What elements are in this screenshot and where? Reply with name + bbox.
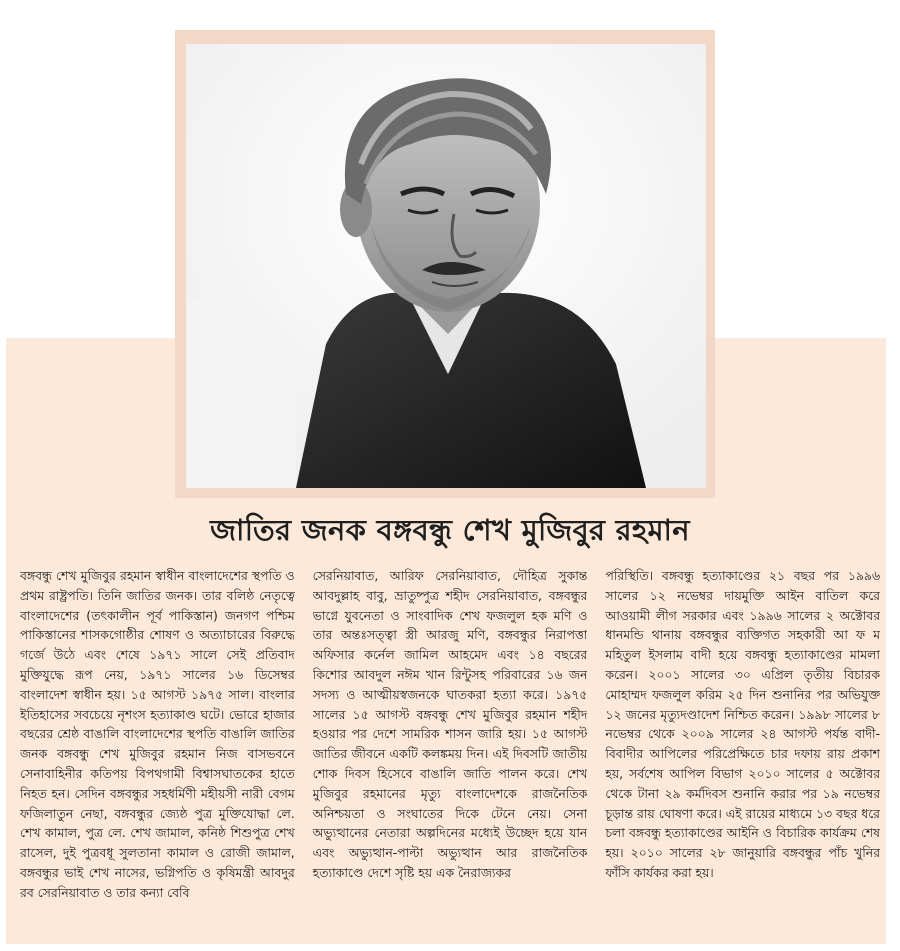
portrait-image bbox=[186, 44, 706, 488]
article-column-2: সেরনিয়াবাত, আরিফ সেরনিয়াবাত, দৌহিত্র সুকান্ত আবদুল্লাহ বাবু, ভ্রাতুষ্পুত্র শহীদ সেরনিয়াবাত, বঙ্গবন্ধুর ভাগ্নে যুবনেতা ও সাংবাদিক শেখ ফজলুল হক মণি ও তার অন্তঃসত্ত্বা স্ত্রী আরজু মণি, বঙ্গবন্ধুর নিরাপত্তা অফিসার কর্নেল জামিল আহমেদ এবং ১৪ বছরের কিশোর আবদুল নঈম খান রিন্টুসহ পরিবারের ১৬ জন সদস্য ও আত্মীয়স্বজনকে ঘাতকরা হত্যা করে। ১৯৭৫ সালের ১৫ আগস্ট বঙ্গবন্ধু শেখ মুজিবুর রহমান শহীদ হওয়ার পর দেশে সামরিক শাসন জারি হয়। ১৫ আগস্ট জাতির জীবনে একটি কলঙ্কময় দিন। এই দিবসটি জাতীয় শোক দিবস হিসেবে বাঙালি জাতি পালন করে। শেখ মুজিবুর রহমানের মৃত্যু বাংলাদেশকে রাজনৈতিক অনিশ্চয়তা ও সংঘাতের দিকে টেনে নেয়। সেনা অভ্যুত্থানের নেতারা অল্পদিনের মধ্যেই উচ্ছেদ হয়ে যান এবং অভ্যুত্থান-পাল্টা অভ্যুত্থান আর রাজনৈতিক হত্যাকাণ্ডে দেশে সৃষ্টি হয় এক নৈরাজ্যকর bbox=[312, 568, 588, 880]
portrait-photo bbox=[186, 44, 706, 488]
article-column-3: পরিস্থিতি। বঙ্গবন্ধু হত্যাকাণ্ডের ২১ বছর পর ১৯৯৬ সালের ১২ নভেম্বর দায়মুক্তি আইন বাতিল করে আওয়ামী লীগ সরকার এবং ১৯৯৬ সালের ২ অক্টোবর ধানমন্ডি থানায় বঙ্গবন্ধুর ব্যক্তিগত সহকারী আ ফ ম মহিতুল ইসলাম বাদী হয়ে বঙ্গবন্ধু হত্যাকাণ্ডের মামলা করেন। ২০০১ সালের ৩০ এপ্রিল তৃতীয় বিচারক মোহাম্মদ ফজলুল করিম ২৫ দিন শুনানির পর অভিযুক্ত ১২ জনের মৃত্যুদণ্ডাদেশ নিশ্চিত করেন। ১৯৯৮ সালের ৮ নভেম্বর থেকে ২০০৯ সালের ২৪ আগস্ট পর্যন্ত বাদী-বিবাদীর আপিলের পরিপ্রেক্ষিতে চার দফায় রায় প্রকাশ হয়, সর্বশেষ আপিল বিভাগ ২০১০ সালের ৫ অক্টোবর থেকে টানা ২৯ কর্মদিবস শুনানি করার পর ১৯ নভেম্বর চূড়ান্ত রায় ঘোষণা করে। এই রায়ের মাধ্যমে ১৩ বছর ধরে চলা বঙ্গবন্ধু হত্যাকাণ্ডের আইনি ও বিচারিক কার্যক্রম শেষ হয়। ২০১০ সালের ২৮ জানুয়ারি বঙ্গবন্ধুর পাঁচ খুনির ফাঁসি কার্যকর করা হয়। bbox=[605, 568, 881, 880]
article-body bbox=[20, 566, 880, 936]
article-headline: জাতির জনক বঙ্গবন্ধু শেখ মুজিবুর রহমান bbox=[210, 513, 690, 547]
article-column-1: বঙ্গবন্ধু শেখ মুজিবুর রহমান স্বাধীন বাংলাদেশের স্থপতি ও প্রথম রাষ্ট্রপতি। তিনি জাতির জনক। তার বলিষ্ঠ নেতৃত্বে বাংলাদেশের (তৎকালীন পূর্ব পাকিস্তান) জনগণ পশ্চিম পাকিস্তানের শাসকগোষ্ঠীর শোষণ ও অত্যাচারের বিরুদ্ধে গর্জে উঠে এবং শেষে ১৯৭১ সালে সেই প্রতিবাদ মুক্তিযুদ্ধে রূপ নেয়, ১৯৭১ সালের ১৬ ডিসেম্বর বাংলাদেশ স্বাধীন হয়। ১৫ আগস্ট ১৯৭৫ সাল। বাংলার ইতিহাসের সবচেয়ে নৃশংস হত্যাকাণ্ড ঘটে। ভোরে হাজার বছরের শ্রেষ্ঠ বাঙালি বাংলাদেশের স্থপতি বাঙালি জাতির জনক বঙ্গবন্ধু শেখ মুজিবুর রহমান নিজ বাসভবনে সেনাবাহিনীর কতিপয় বিপথগামী বিশ্বাসঘাতকের হাতে নিহত হন। সেদিন বঙ্গবন্ধুর সহধর্মিণী মহীয়সী নারী বেগম ফজিলাতুন নেছা, বঙ্গবন্ধুর জ্যেষ্ঠ পুত্র মুক্তিযোদ্ধা লে. শেখ কামাল, পুত্র লে. শেখ জামাল, কনিষ্ঠ শিশুপুত্র শেখ রাসেল, দুই পুত্রবধূ সুলতানা কামাল ও রোজী জামাল, বঙ্গবন্ধুর ভাই শেখ নাসের, ভগ্নিপতি ও কৃষিমন্ত্রী আবদুর রব সেরনিয়াবাত ও তার কন্যা বেবি bbox=[20, 568, 295, 900]
